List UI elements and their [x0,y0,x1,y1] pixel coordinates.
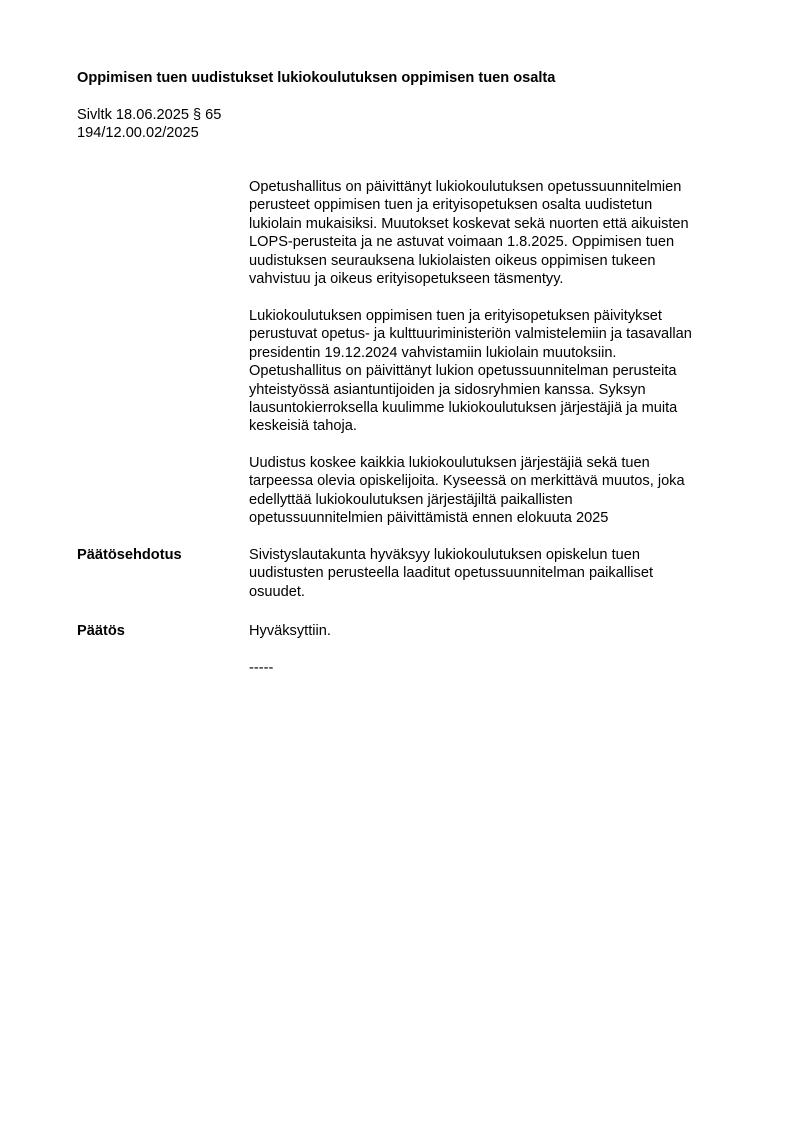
document-title: Oppimisen tuen uudistukset lukiokoulutuksen oppimisen tuen osalta [77,70,556,86]
body-paragraph-2: Lukiokoulutuksen oppimisen tuen ja erityisopetuksen päivitykset perustuvat opetus- ja kulttuuriministeriön valmistelemiin ja tasavallan presidentin 19.12.2024 vahvistamiin lukiolain muutoksiin. Opetushallitus on päivittänyt lukion opetussuunnitelman perusteita yhteistyössä asiantuntijoiden ja sidosryhmien kanssa. Syksyn lausuntokierroksella kuulimme lukiokoulutuksen järjestäjiä ja muita keskeisiä tahoja. [249,308,692,435]
body-paragraph-1: Opetushallitus on päivittänyt lukiokoulutuksen opetussuunnitelmien perusteet oppimisen tuen ja erityisopetuksen osalta uudistetun lukiolain mukaisiksi. Muutokset koskevat sekä nuorten että aikuisten LOPS-perusteita ja ne astuvat voimaan 1.8.2025. Oppimisen tuen uudistuksen seurauksena lukiolaisten oikeus oppimisen tukeen vahvistuu ja oikeus erityisopetukseen täsmentyy. [249,179,689,288]
proposal-text: Sivistyslautakunta hyväksyy lukiokoulutuksen opiskelun tuen uudistusten perusteella laaditut opetussuunnitelman paikalliset osuudet. [249,547,654,600]
decision-label: Päätös [77,623,125,639]
decision-text: Hyväksyttiin. [249,623,331,639]
document-meta [77,106,221,142]
record-number: 194/12.00.02/2025 [77,125,199,141]
meeting-reference: Sivltk 18.06.2025 § 65 [77,107,222,123]
proposal-label: Päätösehdotus [77,547,182,563]
end-separator: ----- [249,660,274,676]
body-paragraph-3: Uudistus koskee kaikkia lukiokoulutuksen järjestäjiä sekä tuen tarpeessa olevia opiskelijoita. Kyseessä on merkittävä muutos, joka edellyttää lukiokoulutuksen järjestäjiltä paikallisten opetussuunnitelmien päivittämistä ennen elokuuta 2025 [249,455,685,527]
